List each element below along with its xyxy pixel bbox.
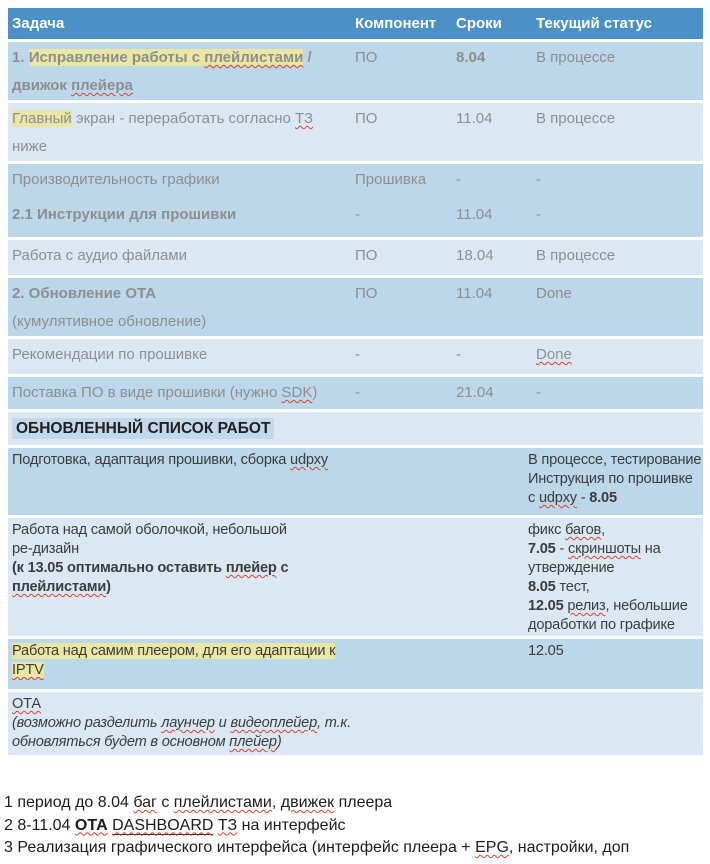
text-segment: 11.04 bbox=[456, 206, 493, 223]
status-cell bbox=[520, 642, 703, 689]
text-segment: Производительность графики bbox=[12, 171, 220, 188]
status-cell bbox=[528, 242, 703, 275]
text-segment: 11.04 bbox=[456, 110, 493, 127]
text-segment: Работа над самим плеером, для его адаптации к bbox=[12, 643, 336, 659]
component-cell bbox=[355, 280, 456, 336]
task-cell bbox=[8, 521, 520, 636]
row-audio-files bbox=[8, 240, 703, 275]
component-cell bbox=[355, 201, 456, 237]
text-segment: , bbox=[271, 794, 281, 811]
text-segment: ниже bbox=[12, 138, 48, 155]
text-segment: 8.04 bbox=[456, 49, 486, 66]
task-cell bbox=[8, 280, 355, 336]
text-segment: 21.04 bbox=[456, 384, 494, 401]
text-segment: и bbox=[214, 715, 231, 731]
text-segment: доработки по графике bbox=[528, 617, 675, 633]
text-segment: плейлистами bbox=[173, 794, 272, 811]
text-segment: плейлистами bbox=[12, 579, 107, 595]
text-segment: ОТА bbox=[12, 696, 41, 712]
text-segment: Прошивка bbox=[355, 171, 427, 188]
text-segment: IPTV bbox=[12, 662, 44, 678]
text-segment: udpxy bbox=[538, 490, 577, 506]
text-segment: 8.05 bbox=[589, 490, 617, 506]
task-cell bbox=[8, 695, 520, 755]
text-segment: баг bbox=[133, 794, 157, 811]
due-cell bbox=[456, 341, 528, 374]
text-segment: видеоплейер bbox=[230, 715, 318, 731]
text-segment: , т.к. bbox=[317, 715, 351, 731]
column-header-component: Компонент bbox=[355, 15, 437, 32]
row-ota-note bbox=[8, 692, 703, 755]
text-segment: ПО bbox=[355, 49, 378, 66]
task-cell bbox=[8, 451, 520, 515]
text-segment: - bbox=[355, 346, 360, 363]
text-segment: Инструкция по прошивке bbox=[528, 471, 693, 487]
text-segment: DASHBOARD bbox=[112, 816, 214, 834]
text-segment: 8.05 bbox=[528, 579, 556, 595]
text-segment: ПО bbox=[355, 247, 378, 264]
text-segment: - bbox=[555, 541, 568, 557]
text-segment: экран - переработать согласно bbox=[71, 110, 296, 127]
component-cell bbox=[355, 44, 456, 100]
text-segment: 7.05 bbox=[528, 541, 556, 557]
text-segment: ПО bbox=[355, 285, 378, 302]
text-segment: Done bbox=[536, 346, 572, 363]
due-cell bbox=[456, 242, 528, 275]
status-cell bbox=[528, 105, 703, 161]
text-segment: EPG bbox=[475, 839, 509, 856]
text-segment: ) bbox=[312, 384, 318, 401]
footer-notes bbox=[4, 792, 708, 860]
row-udpxy-build bbox=[8, 448, 703, 515]
component-cell bbox=[355, 379, 456, 409]
task-cell bbox=[8, 166, 355, 199]
row-firmware-recommendations bbox=[8, 339, 703, 374]
text-segment: с bbox=[276, 560, 289, 576]
text-segment: 18.04 bbox=[456, 247, 494, 264]
task-cell bbox=[8, 242, 355, 275]
status-cell bbox=[528, 341, 703, 374]
text-segment: , настройки, доп bbox=[508, 839, 630, 856]
text-segment: плейер bbox=[229, 734, 277, 750]
text-segment: - bbox=[456, 346, 461, 363]
table-header-row bbox=[8, 8, 703, 39]
text-segment: с bbox=[156, 794, 174, 811]
status-cell bbox=[520, 451, 703, 515]
task-cell bbox=[8, 341, 355, 374]
text-segment: Рекомендации по прошивке bbox=[12, 346, 208, 363]
component-cell bbox=[355, 341, 456, 374]
text-segment: плейер bbox=[225, 560, 277, 576]
text-segment: движок bbox=[12, 77, 72, 94]
text-segment: Работа над самой оболочкой, небольшой bbox=[12, 522, 287, 538]
text-segment: Работа с аудио файлами bbox=[12, 247, 187, 264]
table-body bbox=[8, 42, 703, 755]
text-segment: тест, bbox=[555, 579, 590, 595]
text-segment: Поставка ПО в виде прошивки (нужно bbox=[12, 384, 282, 401]
text-segment: - bbox=[355, 206, 360, 223]
status-cell bbox=[528, 44, 703, 100]
text-segment: - bbox=[456, 171, 461, 188]
column-header-due: Сроки bbox=[456, 15, 502, 32]
section-header-row bbox=[8, 412, 703, 445]
status-cell bbox=[528, 280, 703, 336]
column-header-status: Текущий статус bbox=[536, 15, 652, 32]
section-title bbox=[8, 415, 703, 445]
text-segment: (возможно разделить bbox=[12, 715, 162, 731]
text-segment: 12.05 bbox=[528, 598, 564, 614]
text-segment: Done bbox=[536, 285, 572, 302]
text-segment: ОБНОВЛЕННЫЙ СПИСОК РАБОТ bbox=[16, 420, 271, 437]
row-fix-playlists bbox=[8, 42, 703, 100]
text-segment: фикс bbox=[528, 522, 566, 538]
task-cell bbox=[8, 201, 355, 237]
due-cell bbox=[456, 105, 528, 161]
text-segment: ОТА bbox=[74, 816, 108, 834]
text-segment: В процессе, тестирование bbox=[528, 452, 702, 468]
task-cell bbox=[8, 105, 355, 161]
row-graphics-performance bbox=[8, 164, 703, 199]
text-segment: - bbox=[536, 171, 541, 188]
due-cell bbox=[456, 166, 528, 199]
row-firmware-instructions bbox=[8, 199, 703, 237]
text-segment: ПО bbox=[355, 110, 378, 127]
footer-line-2 bbox=[4, 815, 708, 838]
status-cell bbox=[528, 166, 703, 199]
task-cell bbox=[8, 379, 355, 409]
text-segment: , bbox=[601, 522, 605, 538]
text-segment: 12.05 bbox=[528, 643, 564, 659]
text-segment: В процессе bbox=[536, 110, 616, 127]
text-segment: обновляться будет в основном bbox=[12, 734, 230, 750]
text-segment: с bbox=[528, 490, 539, 506]
status-table bbox=[8, 8, 703, 758]
text-segment: ) bbox=[276, 734, 282, 750]
text-segment: 3 Реализация графического интерфейса (интерфейс плеера + bbox=[4, 839, 476, 856]
text-segment: (кумулятивное обновление) bbox=[12, 313, 207, 330]
text-segment: , небольшие bbox=[605, 598, 688, 614]
due-cell bbox=[456, 201, 528, 237]
text-segment: ре-дизайн bbox=[12, 541, 79, 557]
text-segment: 11.04 bbox=[456, 285, 493, 302]
status-cell bbox=[528, 201, 703, 237]
text-segment: утверждение bbox=[528, 560, 615, 576]
text-segment: Главный bbox=[12, 110, 72, 127]
footer-line-3 bbox=[4, 837, 708, 860]
component-cell bbox=[355, 166, 456, 199]
text-segment: плейера bbox=[71, 77, 133, 94]
text-segment: плеера bbox=[334, 794, 393, 811]
text-segment: - bbox=[536, 384, 541, 401]
row-main-screen bbox=[8, 103, 703, 161]
text-segment: плейлистами bbox=[204, 49, 304, 66]
text-segment: - bbox=[536, 206, 541, 223]
status-cell bbox=[520, 521, 703, 636]
component-cell bbox=[355, 242, 456, 275]
component-cell bbox=[355, 105, 456, 161]
due-cell bbox=[456, 44, 528, 100]
row-player-iptv bbox=[8, 639, 703, 689]
text-segment: udpxy bbox=[290, 452, 328, 468]
row-ota-update bbox=[8, 278, 703, 336]
text-segment: ТЗ bbox=[217, 816, 238, 834]
text-segment: 2 8-11.04 bbox=[4, 816, 75, 834]
task-cell bbox=[8, 44, 355, 100]
task-cell bbox=[8, 642, 520, 689]
text-segment: лаунчер bbox=[161, 715, 215, 731]
text-segment: SDK bbox=[281, 384, 313, 401]
status-cell bbox=[520, 695, 703, 755]
due-cell bbox=[456, 280, 528, 336]
text-segment: ) bbox=[106, 579, 111, 595]
text-segment: на bbox=[640, 541, 661, 557]
due-cell bbox=[456, 379, 528, 409]
text-segment: / bbox=[303, 49, 312, 66]
text-segment: движек bbox=[280, 794, 335, 811]
footer-line-1 bbox=[4, 792, 708, 815]
text-segment: 2. Обновление ОТА bbox=[12, 285, 157, 302]
row-sdk-delivery bbox=[8, 377, 703, 409]
text-segment: багов bbox=[565, 522, 602, 538]
text-segment: скриншоты bbox=[567, 541, 641, 557]
text-segment: В процессе bbox=[536, 49, 616, 66]
text-segment: релиз bbox=[567, 598, 606, 614]
column-header-task: Задача bbox=[12, 15, 65, 32]
text-segment: В процессе bbox=[536, 247, 616, 264]
text-segment: - bbox=[576, 490, 590, 506]
status-cell bbox=[528, 379, 703, 409]
section-title-highlight bbox=[12, 418, 274, 439]
text-segment: ТЗ bbox=[295, 110, 314, 127]
text-segment: 1. bbox=[12, 49, 29, 66]
text-segment: Исправление работы с bbox=[28, 49, 205, 66]
row-shell-redesign bbox=[8, 518, 703, 636]
text-segment: (к 13.05 оптимально оставить bbox=[12, 560, 226, 576]
text-segment: 2.1 Инструкции для прошивки bbox=[12, 206, 237, 223]
text-segment: - bbox=[355, 384, 360, 401]
text-segment: 1 период до 8.04 bbox=[4, 794, 134, 811]
text-segment: на интерфейс bbox=[237, 816, 346, 834]
text-segment: Подготовка, адаптация прошивки, сборка bbox=[12, 452, 291, 468]
